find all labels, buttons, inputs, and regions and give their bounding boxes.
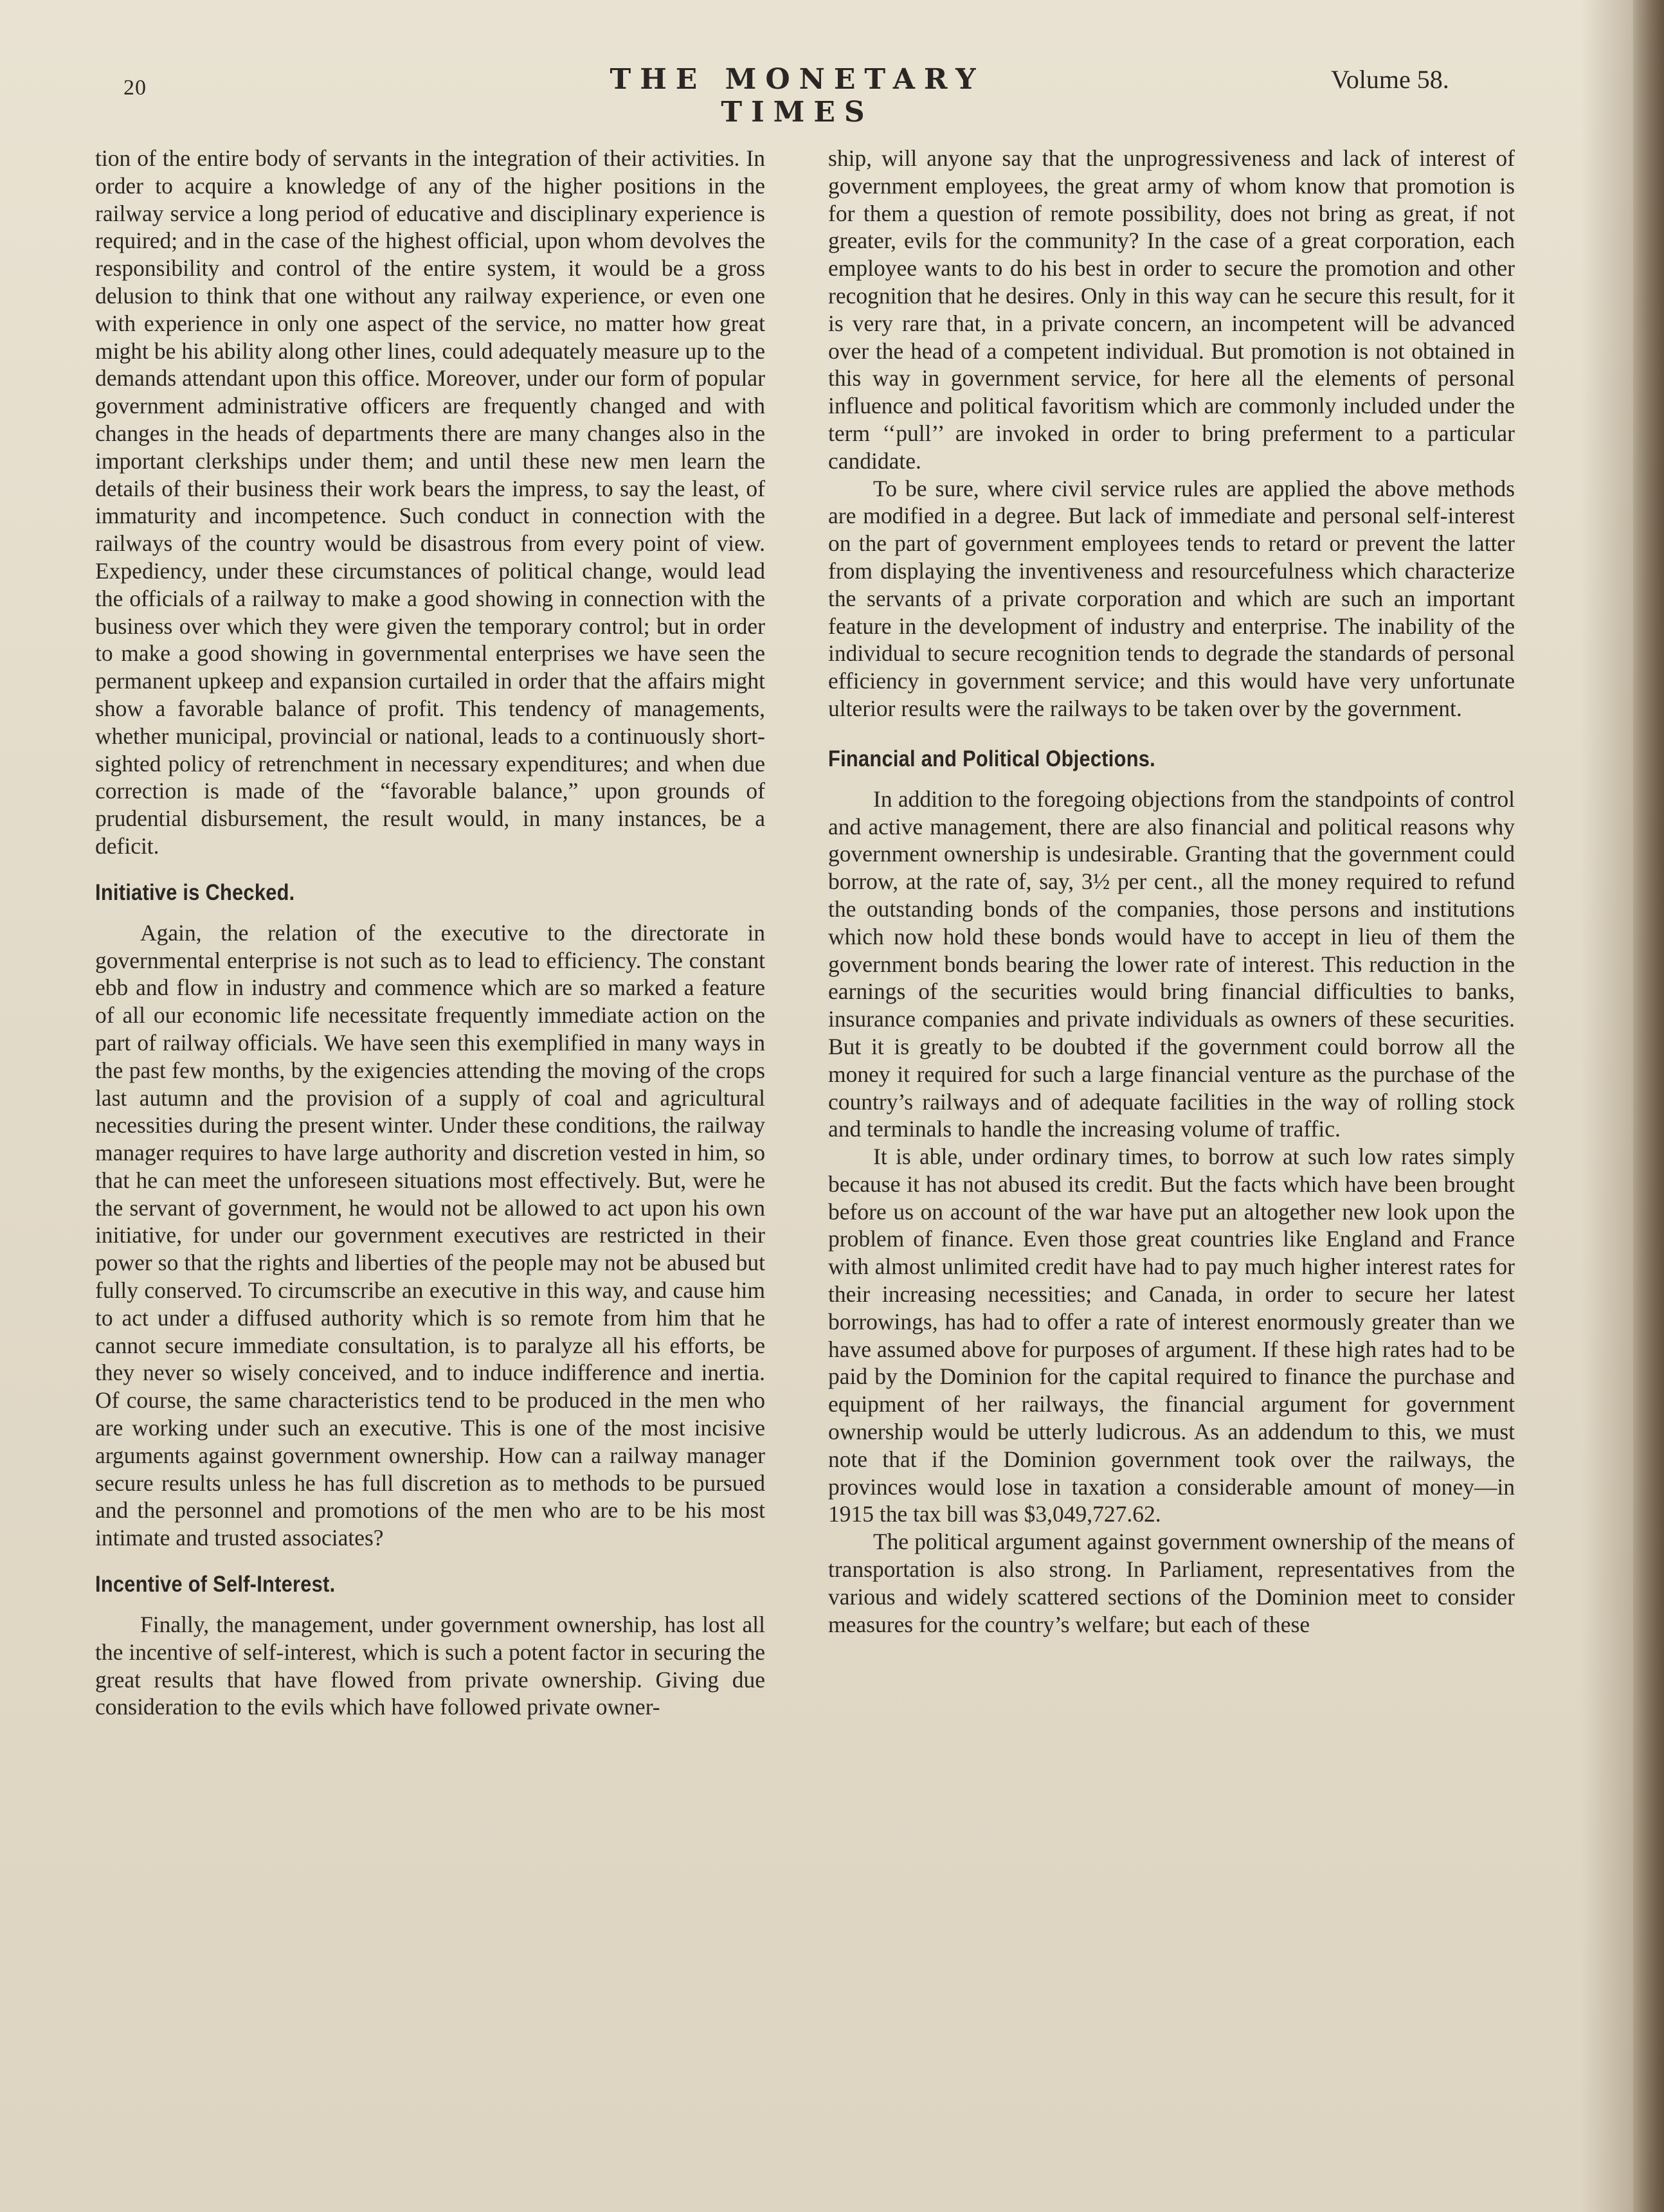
- volume-label: Volume 58.: [1331, 65, 1449, 94]
- journal-title: THE MONETARY TIMES: [610, 63, 985, 129]
- paragraph: Again, the relation of the executive to the directorate in governmental enterprise is not such as to lead to efficiency. The constant ebb and flow in industry and commence which are so marked a feature of all our economic life necessitate frequently immediate action on the part of railway officials. We have seen this exemplified in many ways in the past few months, by the exigencies attending the moving of the crops last autumn and the provision of a supply of coal and agricultural necessities during the present winter. Under these conditions, the railway manager requires to have large authority and discretion vested in him, so that he can meet the unforeseen situations most effectively. But, were he the servant of government, he would not be allowed to act upon his own initiative, for under our government executives are restricted in their power so that the rights and liberties of the people may not be abused but fully conserved. To circumscribe an executive in this way, and cause him to act under a diffused authority which is so remote from him that he cannot secure immediate consultation, is to paralyze all his efforts, be they never so wisely conceived, and to induce indifference and inertia. Of course, the same characteristics tend to be produced in the men who are working under such an executive. This is one of the most incisive arguments against government ownership. How can a railway manager secure results unless he has full discretion as to methods to be pursued and the personnel and promotions of the men who are to be his most intimate and trusted associates?: [95, 919, 765, 1551]
- right-column: [828, 145, 1515, 1638]
- paragraph: tion of the entire body of servants in the integration of their activities. In order to acquire a knowledge of any of the higher positions in the railway service a long period of educative and disciplinary experience is required; and in the case of the highest official, upon whom devolves the responsibility and control of the entire system, it would be a gross delusion to think that one without any railway experience, or even one with experience in only one aspect of the service, no matter how great might be his ability along other lines, could adequately measure up to the demands attendant upon this office. Moreover, under our form of popular government administrative officers are frequently changed and with changes in the heads of departments there are many changes also in the important clerkships under them; and until these new men learn the details of their business their work bears the impress, to say the least, of immaturity and incompetence. Such conduct in connection with the railways of the country would be disastrous from every point of view. Expediency, under these circumstances of political change, would lead the officials of a railway to make a good showing in connection with the business over which they were given the temporary control; but in order to make a good showing in governmental enterprises we have seen the permanent upkeep and expansion curtailed in order that the affairs might show a favorable balance of profit. This tendency of managements, whether municipal, provincial or national, leads to a continuously short-sighted policy of retrenchment in necessary expenditures; and when due correction is made of the “favorable balance,” upon grounds of prudential disbursement, the result would, in many instances, be a deficit.: [95, 145, 765, 859]
- paragraph: To be sure, where civil service rules are applied the above methods are modified in a degree. But lack of immediate and personal self-interest on the part of government employees tends to retard or prevent the latter from displaying the inventiveness and resourcefulness which characterize the servants of a private corporation and which are such an important feature in the development of industry and enterprise. The inability of the individual to secure recognition tends to degrade the standards of personal efficiency in government service; and this would have very unfortunate ulterior results were the railways to be taken over by the government.: [828, 475, 1515, 721]
- paragraph: Finally, the management, under government ownership, has lost all the incentive of self-interest, which is such a potent factor in securing the great results that have flowed from private ownership. Giving due consideration to the evils which have followed private owner-: [95, 1612, 765, 1720]
- section-heading-incentive: Incentive of Self-Interest.: [95, 1572, 336, 1597]
- paragraph: ship, will anyone say that the unprogressiveness and lack of interest of government employees, the great army of whom know that promotion is for them a question of remote possibility, does not bring as great, if not greater, evils for the community? In the case of a great corporation, each employee wants to do his best in order to secure the promotion and other recognition that he desires. Only in this way can he secure this result, for it is very rare that, in a private concern, an incompetent will be advanced over the head of a competent individual. But promotion is not obtained in this way in government service, for here all the elements of personal influence and political favoritism which are commonly included under the term ‘‘pull’’ are invoked in order to bring preferment to a particular candidate.: [828, 145, 1515, 474]
- page-binding-edge: [1633, 0, 1664, 2212]
- paragraph: It is able, under ordinary times, to borrow at such low rates simply because it has not abused its credit. But the facts which have been brought before us on account of the war have put an altogether new look upon the problem of finance. Even those great countries like England and France with almost unlimited credit have had to pay much higher interest rates for their increasing necessities; and Canada, in order to secure her latest borrowings, has had to offer a rate of interest enormously greater than we have assumed above for purposes of argument. If these high rates had to be paid by the Dominion for the capital required to finance the purchase and equipment of her railways, the financial argument for government ownership would be utterly ludicrous. As an addendum to this, we must note that if the Dominion government took over the railways, the provinces would lose in taxation a considerable amount of money—in 1915 the tax bill was $3,049,727.62.: [828, 1144, 1515, 1527]
- paragraph: In addition to the foregoing objections from the standpoints of control and active management, there are also financial and political reasons why government ownership is undesirable. Granting that the government could borrow, at the rate of, say, 3½ per cent., all the money required to refund the outstanding bonds of the companies, those persons and institutions which now hold these bonds would have to accept in lieu of them the government bonds bearing the lower rate of interest. This reduction in the earnings of the securities would bring financial difficulties to banks, insurance companies and private individuals as owners of these securities. But it is greatly to be doubted if the government could borrow all the money it required for such a large financial venture as the purchase of the country’s railways and of adequate facilities in the way of rolling stock and terminals to handle the increasing volume of traffic.: [828, 786, 1515, 1142]
- page-number: 20: [123, 76, 147, 100]
- paragraph: The political argument against government ownership of the means of transportation is also strong. In Parliament, representatives from the various and widely scattered sections of the Dominion meet to consider measures for the country’s welfare; but each of these: [828, 1529, 1515, 1637]
- section-heading-initiative: Initiative is Checked.: [95, 879, 295, 905]
- left-column: [95, 145, 765, 1721]
- section-heading-financial: Financial and Political Objections.: [828, 746, 1155, 771]
- running-header: [0, 63, 1664, 129]
